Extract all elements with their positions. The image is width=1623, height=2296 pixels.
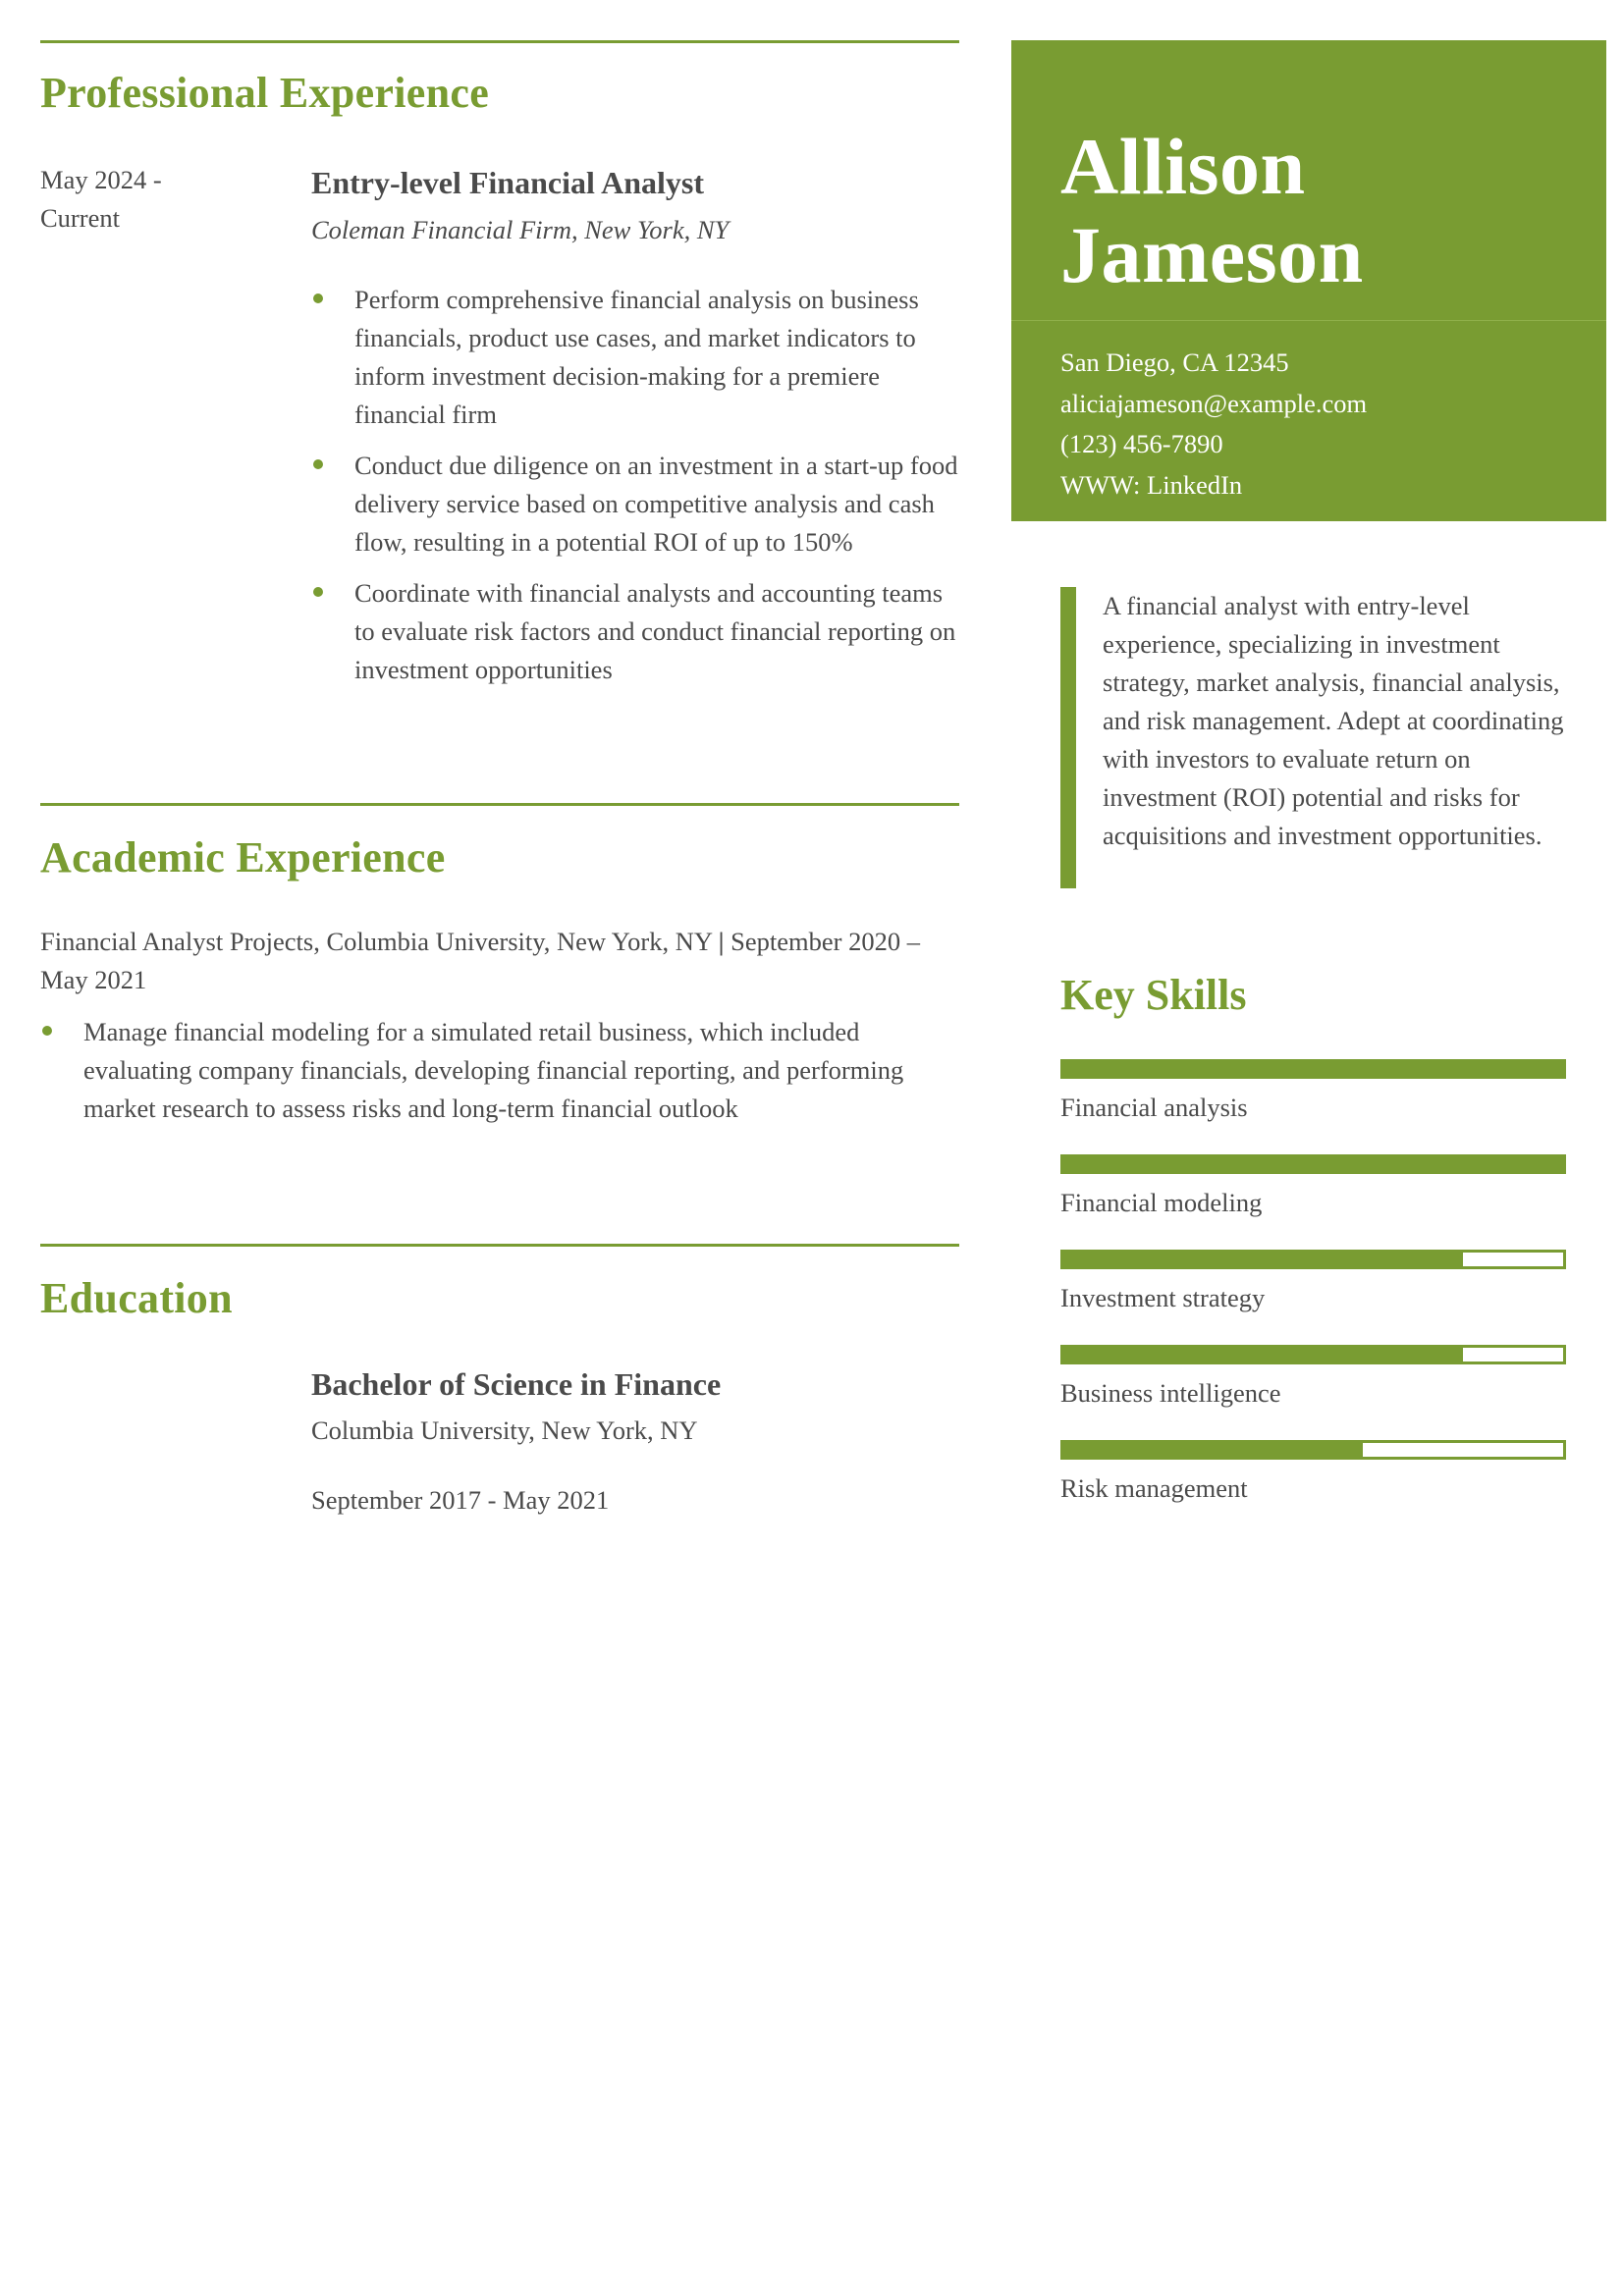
skill-name: Risk management xyxy=(1060,1473,1248,1503)
bullet-icon xyxy=(42,1026,52,1036)
skill-level-bar xyxy=(1060,1059,1566,1079)
education-dates: September 2017 - May 2021 xyxy=(311,1485,610,1515)
skill-level-fill xyxy=(1063,1253,1463,1266)
section-divider-professional xyxy=(40,40,959,43)
section-title-academic-experience: Academic Experience xyxy=(40,833,446,881)
job-title: Entry-level Financial Analyst xyxy=(311,165,704,200)
skill-item xyxy=(1060,1250,1566,1313)
job-bullet-list xyxy=(311,281,969,702)
academic-project-line xyxy=(40,923,963,999)
skill-name: Business intelligence xyxy=(1060,1378,1281,1408)
job-bullet-text: Perform comprehensive financial analysis on business financials, product use cases, and market indicators to inform investment decision-making for a premiere financial firm xyxy=(354,285,919,429)
skill-item xyxy=(1060,1059,1566,1123)
professional-summary xyxy=(1060,587,1571,888)
first-name: Allison xyxy=(1060,122,1306,211)
header-divider xyxy=(1011,320,1606,321)
skill-name: Financial analysis xyxy=(1060,1093,1248,1122)
skill-level-bar xyxy=(1060,1250,1566,1269)
section-title-education: Education xyxy=(40,1274,233,1322)
skill-item xyxy=(1060,1345,1566,1409)
education-degree: Bachelor of Science in Finance xyxy=(311,1366,722,1402)
separator: | xyxy=(718,927,725,956)
skill-name: Financial modeling xyxy=(1060,1188,1263,1217)
list-item xyxy=(40,1013,968,1128)
contact-phone: (123) 456-7890 xyxy=(1060,429,1223,458)
skill-item xyxy=(1060,1440,1566,1504)
academic-bullet-text: Manage financial modeling for a simulated retail business, which included evaluating company financials, developing financial reporting, and performing market research to assess risks and long-term financial outlook xyxy=(83,1017,904,1123)
academic-project-dates: September 2020 – May 2021 xyxy=(40,927,920,994)
skill-level-fill xyxy=(1063,1443,1363,1457)
bullet-icon xyxy=(313,587,323,597)
academic-bullet-list xyxy=(40,1013,968,1141)
name-header-panel xyxy=(1011,40,1606,521)
section-title-key-skills: Key Skills xyxy=(1060,971,1247,1019)
bullet-icon xyxy=(313,294,323,303)
skill-level-fill xyxy=(1063,1348,1463,1362)
job-bullet-text: Coordinate with financial analysts and accounting teams to evaluate risk factors and conduct financial reporting on investment opportunities xyxy=(354,578,956,684)
section-divider-academic xyxy=(40,803,959,806)
section-title-professional-experience: Professional Experience xyxy=(40,69,490,117)
job-date: May 2024 - Current xyxy=(40,165,162,233)
contact-email[interactable]: aliciajameson@example.com xyxy=(1060,388,1368,418)
contact-location: San Diego, CA 12345 xyxy=(1060,347,1289,377)
contact-web-link[interactable]: WWW: LinkedIn xyxy=(1060,469,1243,500)
skill-level-bar xyxy=(1060,1154,1566,1174)
skill-level-bar xyxy=(1060,1440,1566,1460)
job-company: Coleman Financial Firm, New York, NY xyxy=(311,215,730,244)
bullet-icon xyxy=(313,459,323,469)
skill-level-fill xyxy=(1063,1157,1563,1171)
skill-level-bar xyxy=(1060,1345,1566,1364)
last-name: Jameson xyxy=(1060,210,1364,299)
list-item xyxy=(311,447,969,561)
section-divider-education xyxy=(40,1244,959,1247)
skill-item xyxy=(1060,1154,1566,1218)
contact-list xyxy=(1060,343,1367,506)
job-bullet-text: Conduct due diligence on an investment in a start-up food delivery service based on competitive analysis and cash flow, resulting in a potential ROI of up to 150% xyxy=(354,451,958,557)
skill-name: Investment strategy xyxy=(1060,1283,1266,1312)
education-school: Columbia University, New York, NY xyxy=(311,1415,698,1445)
academic-project-text: Financial Analyst Projects, Columbia University, New York, NY xyxy=(40,927,719,956)
candidate-name xyxy=(1060,123,1364,299)
summary-text: A financial analyst with entry-level experience, specializing in investment strategy, market analysis, financial analysis, and risk management. Adept at coordinating with investors to evaluate return on investment (ROI) potential and risks for acquisitions and investment opportunities. xyxy=(1103,591,1564,850)
skill-level-fill xyxy=(1063,1062,1563,1076)
list-item xyxy=(311,281,969,434)
list-item xyxy=(311,574,969,689)
